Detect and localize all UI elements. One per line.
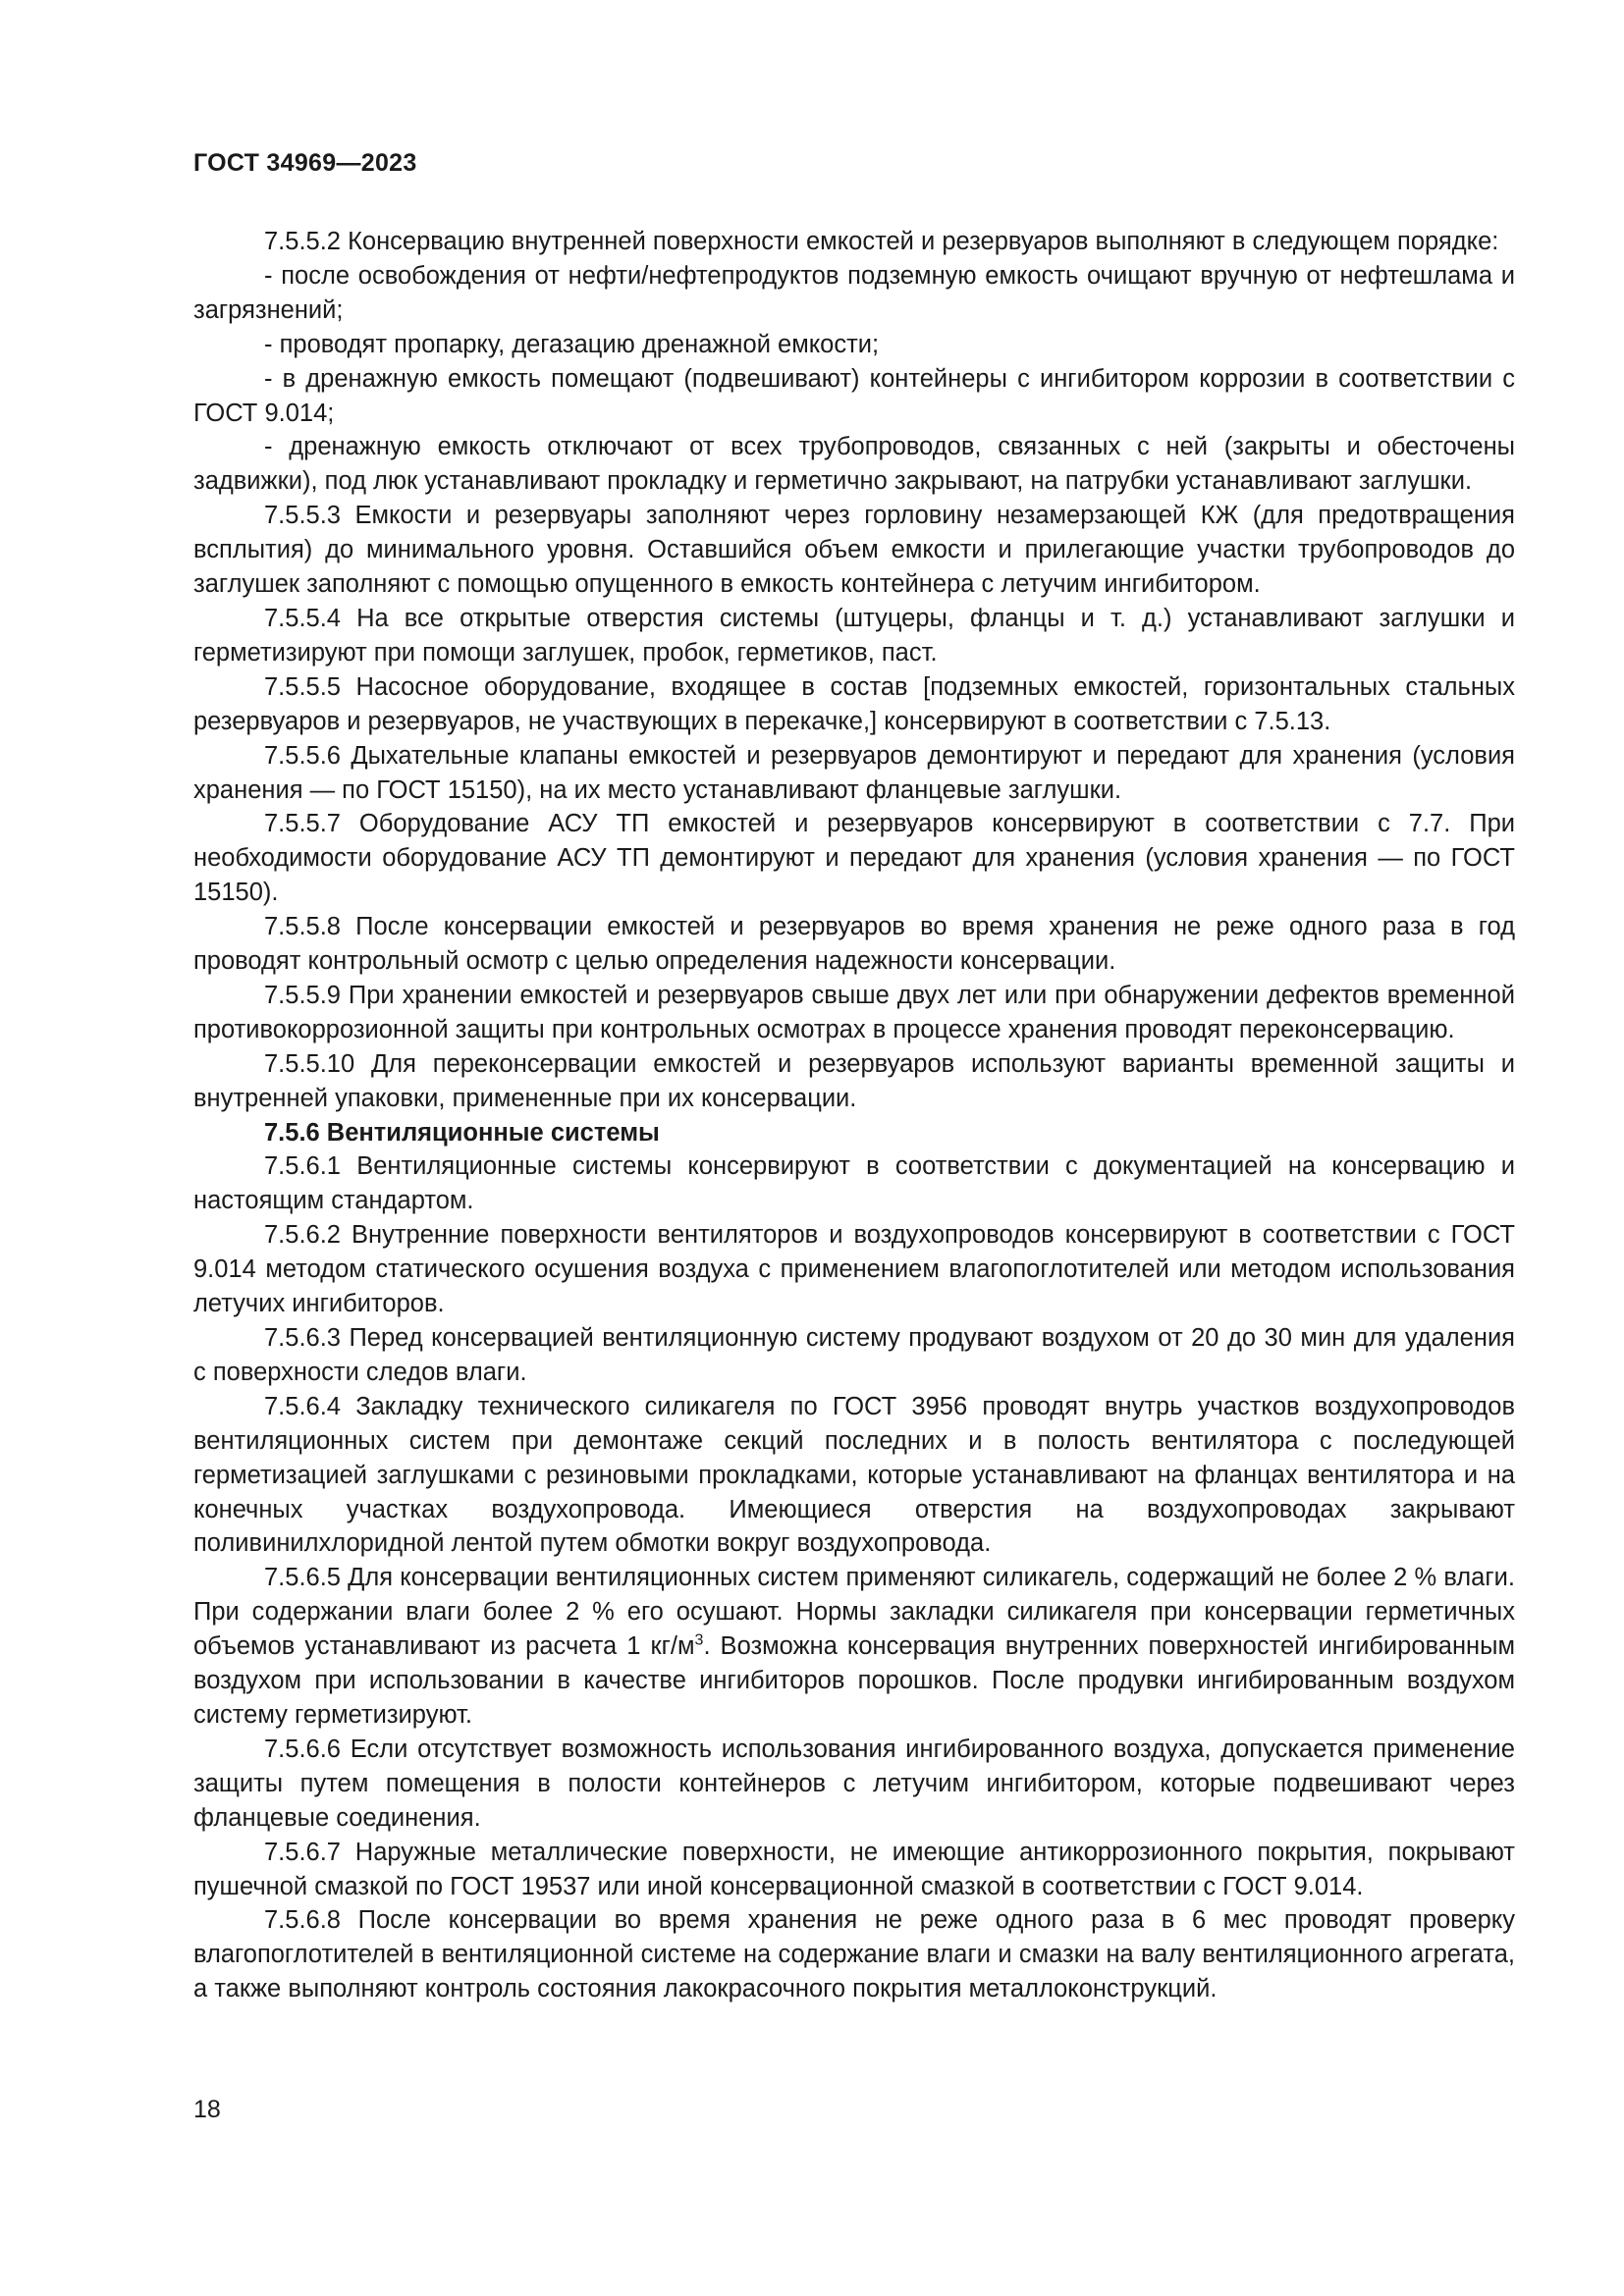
- paragraph-7-5-5-4: 7.5.5.4 На все открытые отверстия системы (штуцеры, фланцы и т. д.) устанавливают заглушки и герметизируют при помощи заглушек, пробок, герметиков, паст.: [193, 604, 1515, 667]
- list-item-disconnect-tank: - дренажную емкость отключают от всех трубопроводов, связанных с ней (закрыты и обесточены задвижки), под люк устанавливают прокладку и герметично закрывают, на патрубки устанавливают заглушки.: [193, 433, 1515, 496]
- document-body: [193, 225, 1515, 2006]
- page-number: 18: [193, 2096, 221, 2123]
- section-heading-7-5-6: 7.5.6 Вентиляционные системы: [264, 1118, 660, 1147]
- paragraph-7-5-6-1: 7.5.6.1 Вентиляционные системы консервируют в соответствии с документацией на консервацию и настоящим стандартом.: [193, 1152, 1515, 1215]
- paragraph-7-5-5-5: 7.5.5.5 Насосное оборудование, входящее в состав [подземных емкостей, горизонтальных стальных резервуаров и резервуаров, не участвующих в перекачке,] консервируют в соответствии с 7.5.13.: [193, 672, 1515, 735]
- paragraph-7-5-6-6: 7.5.6.6 Если отсутствует возможность использования ингибированного воздуха, допускается применение защиты путем помещения в полости контейнеров с летучим ингибитором, которые подвешивают через фланцевые соединения.: [193, 1735, 1515, 1832]
- paragraph-7-5-6-3: 7.5.6.3 Перед консервацией вентиляционную систему продувают воздухом от 20 до 30 мин для удаления с поверхности следов влаги.: [193, 1324, 1515, 1386]
- paragraph-7-5-5-9: 7.5.5.9 При хранении емкостей и резервуаров свыше двух лет или при обнаружении дефектов временной противокоррозионной защиты при контрольных осмотрах в процессе хранения проводят переконсервацию.: [193, 981, 1515, 1043]
- paragraph-7-5-6-2: 7.5.6.2 Внутренние поверхности вентиляторов и воздухопроводов консервируют в соответствии с ГОСТ 9.014 методом статического осушения воздуха с применением влагопоглотителей или методом использования летучих ингибиторов.: [193, 1221, 1515, 1318]
- paragraph-7-5-6-5: [193, 1561, 1515, 1733]
- paragraph-7-5-6-4: 7.5.6.4 Закладку технического силикагеля по ГОСТ 3956 проводят внутрь участков воздухопроводов вентиляционных систем при демонтаже секций последних и в полость вентилятора с последующей герметизацией заглушками с резиновыми прокладками, которые устанавливают на фланцах вентилятора и на конечных участках воздухопровода. Имеющиеся отверстия на воздухопроводах закрывают поливинилхлоридной лентой путем обмотки вокруг воздухопровода.: [193, 1392, 1515, 1558]
- list-item-cleaning: - после освобождения от нефти/нефтепродуктов подземную емкость очищают вручную от нефтешлама и загрязнений;: [193, 261, 1515, 324]
- paragraph-7-5-6-5-text: 7.5.6.5 Для консервации вентиляционных систем применяют силикагель, содержащий не более 2 % влаги. При содержании влаги более 2 % его осушают. Нормы закладки силикагеля при консервации герметичных объемов устанавливают из расчета 1 кг/м: [193, 1564, 1515, 1661]
- paragraph-7-5-5-2: 7.5.5.2 Консервацию внутренней поверхности емкостей и резервуаров выполняют в следующем порядке:: [264, 228, 1499, 255]
- superscript-cubic: 3: [694, 1631, 704, 1649]
- paragraph-7-5-5-6: 7.5.5.6 Дыхательные клапаны емкостей и резервуаров демонтируют и передают для хранения (условия хранения — по ГОСТ 15150), на их место устанавливают фланцевые заглушки.: [193, 741, 1515, 804]
- paragraph-7-5-5-10: 7.5.5.10 Для переконсервации емкостей и резервуаров используют варианты временной защиты и внутренней упаковки, примененные при их консервации.: [193, 1049, 1515, 1112]
- paragraph-7-5-5-7: 7.5.5.7 Оборудование АСУ ТП емкостей и резервуаров консервируют в соответствии с 7.7. При необходимости оборудование АСУ ТП демонтируют и передают для хранения (условия хранения — по ГОСТ 15150).: [193, 810, 1515, 907]
- paragraph-7-5-5-8: 7.5.5.8 После консервации емкостей и резервуаров во время хранения не реже одного раза в год проводят контрольный осмотр с целью определения надежности консервации.: [193, 913, 1515, 976]
- paragraph-7-5-6-8: 7.5.6.8 После консервации во время хранения не реже одного раза в 6 мес проводят проверку влагопоглотителей в вентиляционной системе на содержание влаги и смазки на валу вентиляционного агрегата, а также выполняют контроль состояния лакокрасочного покрытия металлоконструкций.: [193, 1906, 1515, 2003]
- document-code-header: ГОСТ 34969—2023: [193, 149, 417, 177]
- list-item-inhibitor-containers: - в дренажную емкость помещают (подвешивают) контейнеры с ингибитором коррозии в соответствии с ГОСТ 9.014;: [193, 364, 1515, 427]
- paragraph-7-5-6-5-text-cont: . Возможна консервация внутренних поверхностей ингибированным воздухом при использовании в качестве ингибиторов порошков. После продувки ингибированным воздухом систему герметизируют.: [193, 1632, 1515, 1729]
- paragraph-7-5-6-7: 7.5.6.7 Наружные металлические поверхности, не имеющие антикоррозионного покрытия, покрывают пушечной смазкой по ГОСТ 19537 или иной консервационной смазкой в соответствии с ГОСТ 9.014.: [193, 1838, 1515, 1900]
- list-item-steaming: - проводят пропарку, дегазацию дренажной емкости;: [264, 330, 880, 358]
- paragraph-7-5-5-3: 7.5.5.3 Емкости и резервуары заполняют через горловину незамерзающей КЖ (для предотвращения всплытия) до минимального уровня. Оставшийся объем емкости и прилегающие участки трубопроводов до заглушек заполняют с помощью опущенного в емкость контейнера с летучим ингибитором.: [193, 502, 1515, 599]
